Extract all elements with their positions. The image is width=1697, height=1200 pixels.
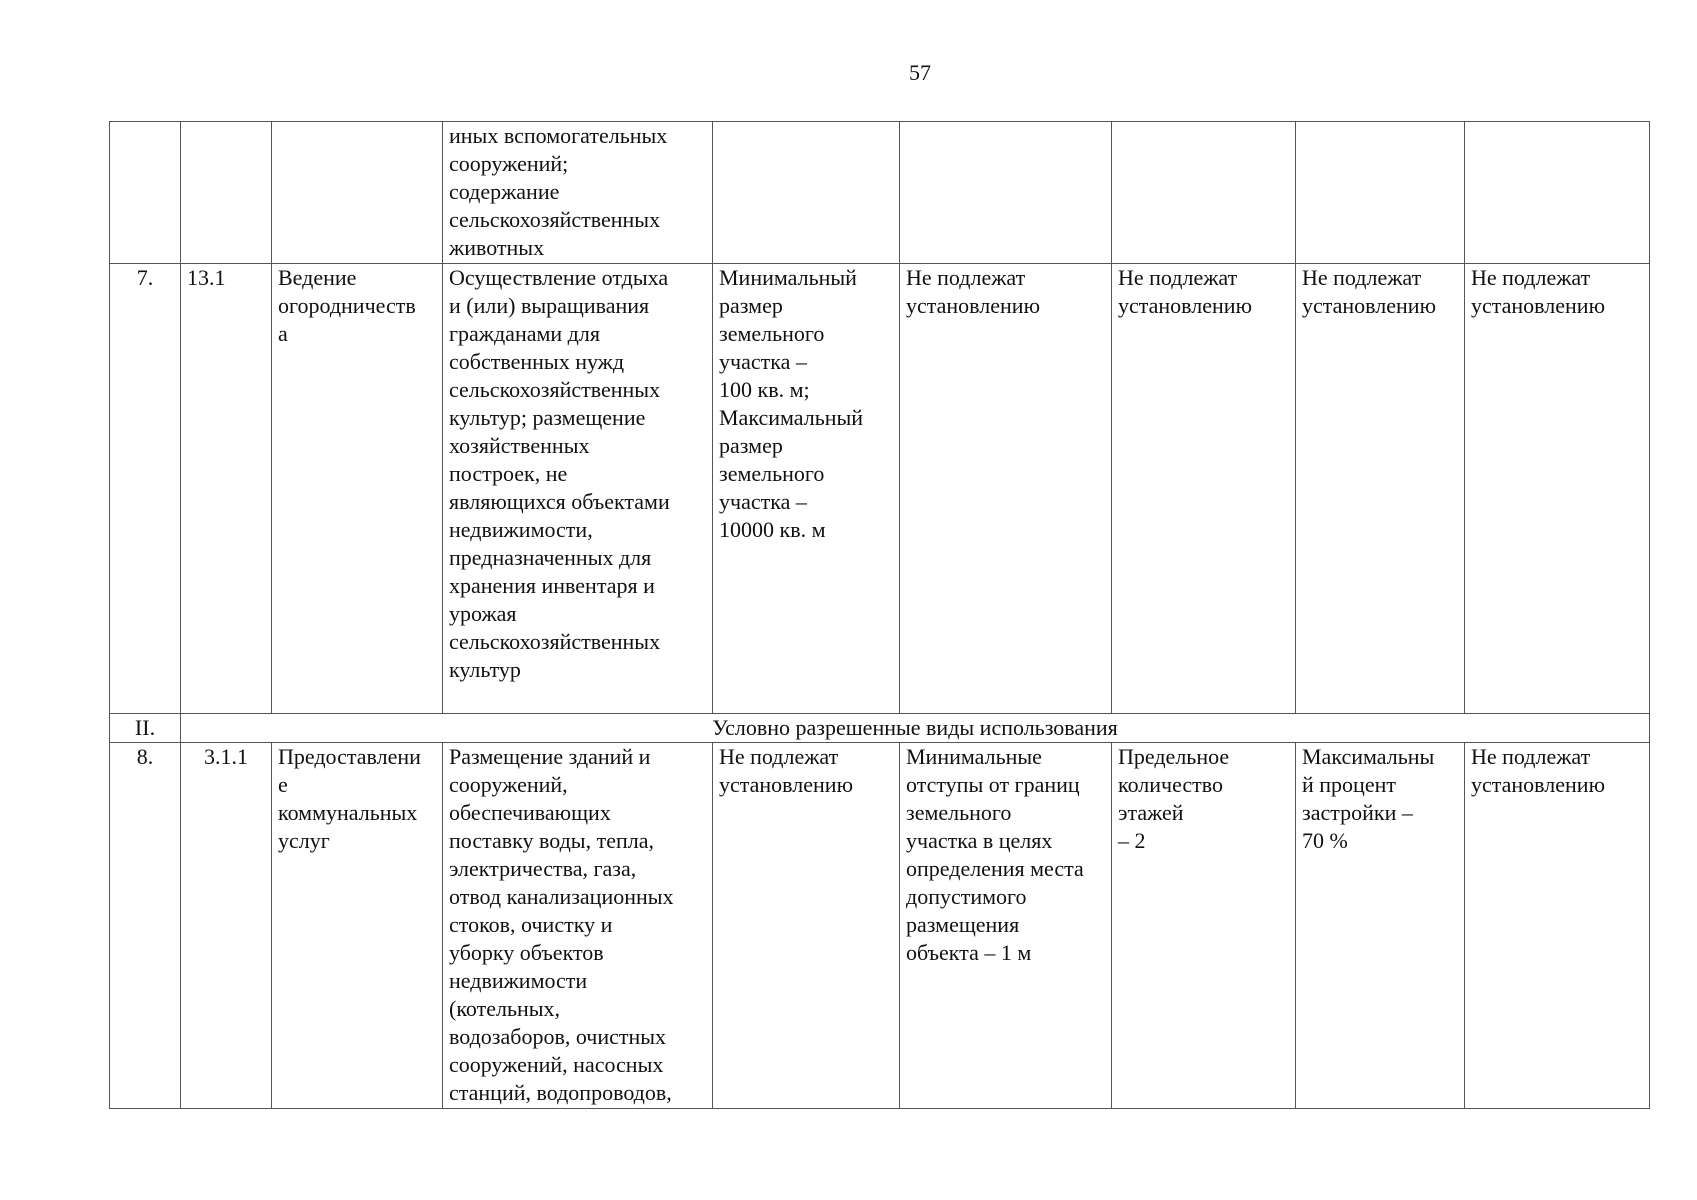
cell-coverage: Максимальны й процент застройки – 70 % (1296, 743, 1465, 1109)
cell-num: 7. (110, 264, 181, 714)
section-row-2 (110, 714, 1650, 743)
cell-name (272, 122, 443, 264)
cell-description: иных вспомогательных сооружений; содержание сельскохозяйственных животных (443, 122, 713, 264)
cell-code: 3.1.1 (181, 743, 272, 1109)
cell-coverage: Не подлежат установлению (1296, 264, 1465, 714)
cell-plot-size: Минимальный размер земельного участка – 100 кв. м; Максимальный размер земельного участка – 10000 кв. м (713, 264, 900, 714)
table-row-8 (110, 743, 1650, 1109)
table-row-7 (110, 264, 1650, 714)
cell-plot-size (713, 122, 900, 264)
cell-code (181, 122, 272, 264)
cell-floors: Предельное количество этажей – 2 (1112, 743, 1296, 1109)
cell-plot-size: Не подлежат установлению (713, 743, 900, 1109)
cell-setbacks: Не подлежат установлению (900, 264, 1112, 714)
cell-code: 13.1 (181, 264, 272, 714)
cell-other (1465, 122, 1650, 264)
cell-num: 8. (110, 743, 181, 1109)
cell-name: Ведение огородничеств а (272, 264, 443, 714)
page-number: 57 (909, 60, 931, 85)
cell-coverage (1296, 122, 1465, 264)
cell-setbacks (900, 122, 1112, 264)
cell-other: Не подлежат установлению (1465, 743, 1650, 1109)
cell-name: Предоставлени е коммунальных услуг (272, 743, 443, 1109)
cell-description: Размещение зданий и сооружений, обеспечивающих поставку воды, тепла, электричества, газа, отвод канализационных стоков, очистку и уборку объектов недвижимости (котельных, водозаборов, очистных сооружений, насосных станций, водопроводов, (443, 743, 713, 1109)
cell-num (110, 122, 181, 264)
cell-floors (1112, 122, 1296, 264)
land-use-table (109, 121, 1650, 1109)
cell-setbacks: Минимальные отступы от границ земельного участка в целях определения места допустимого размещения объекта – 1 м (900, 743, 1112, 1109)
cell-description: Осуществление отдыха и (или) выращивания гражданами для собственных нужд сельскохозяйственных культур; размещение хозяйственных построек, не являющихся объектами недвижимости, предназначенных для хранения инвентаря и урожая сельскохозяйственных культур (443, 264, 713, 714)
cell-other: Не подлежат установлению (1465, 264, 1650, 714)
section-title: Условно разрешенные виды использования (181, 714, 1650, 743)
cell-floors: Не подлежат установлению (1112, 264, 1296, 714)
section-num: II. (110, 714, 181, 743)
table-row-continuation (110, 122, 1650, 264)
